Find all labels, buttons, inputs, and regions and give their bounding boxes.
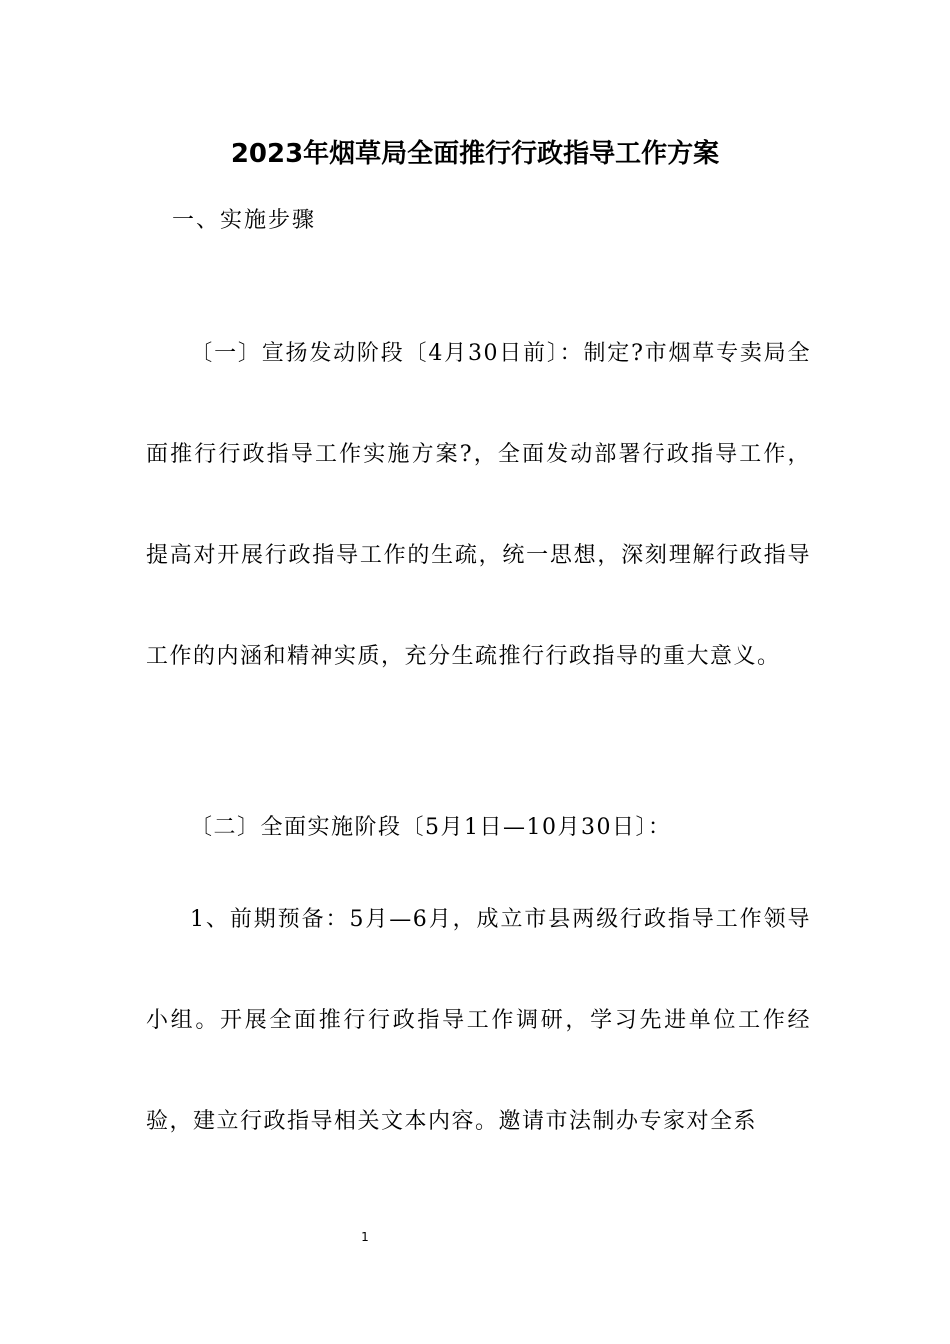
paragraph <box>146 303 811 707</box>
paragraph-text: 1、前期预备：5月—6月，成立市县两级行政指导工作领导小组。开展全面推行行政指导工作调研，学习先进单位工作经验，建立行政指导相关文本内容。邀请市法制办专家对全系 <box>146 907 811 1134</box>
section-heading: 一、实施步骤 <box>172 208 317 233</box>
paragraph-text: 〔一〕宣扬发动阶段〔4月30日前〕：制定?市烟草专卖局全面推行行政指导工作实施方案?，全面发动部署行政指导工作，提高对开展行政指导工作的生疏，统一思想，深刻理解行政指导工作的内涵和精神实质，充分生疏推行行政指导的重大意义。 <box>146 341 811 669</box>
page-number: 1 <box>361 1230 369 1244</box>
paragraph <box>146 869 811 1172</box>
paragraph <box>146 777 811 878</box>
paragraph-text: 〔二〕全面实施阶段〔5月1日—10月30日〕： <box>190 815 672 840</box>
document-title: 2023年烟草局全面推行行政指导工作方案 <box>230 139 720 169</box>
